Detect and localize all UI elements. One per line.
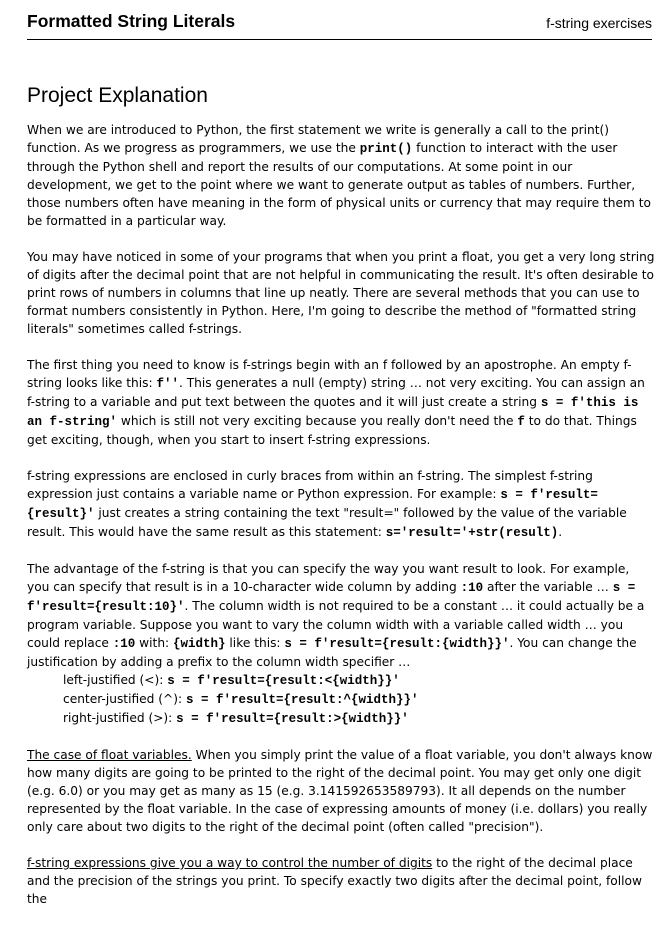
underlined-phrase: f-string expressions give you a way to control the number of digits [27, 856, 433, 870]
document-title: Formatted String Literals [27, 11, 236, 31]
paragraph-fstring-basics: The first thing you need to know is f-strings begin with an f followed by an apostrophe. An empty f-string looks like this: f''. This generates a null (empty) string … not very exciting. You can assign an f-string to a variable and put text between the quotes and it will just create a string s = f'this is an f-string' which is still not very exciting because you really don't need the f to do that. Things get exciting, though, when you start to insert f-string expressions. [27, 358, 645, 447]
inline-code: s = f'result={result:{width}}' [284, 637, 510, 651]
inline-code: f'' [156, 377, 179, 391]
justify-center-item: center-justified (^): s = f'result={result:^{width}}' [63, 692, 419, 707]
inline-code: print() [359, 142, 413, 156]
paragraph-precision: f-string expressions give you a way to control the number of digits to the right of the decimal place and the precision of the strings you print. To specify exactly two digits after the decimal point, follow the [27, 856, 642, 906]
justify-left-item: left-justified (<): s = f'result={result:<{width}}' [63, 673, 400, 688]
justification-list [27, 671, 655, 728]
paragraph-column-width: The advantage of the f-string is that you can specify the way you want result to look. For example, you can specify that result is in a 10-character wide column by adding :10 after the variable … s = f'result={result:10}'. The column width is not required to be a constant … it could actually be a program variable. Suppose you want to vary the column width with a variable called width … you could replace :10 with: {width} like this: s = f'result={result:{width}}'. You can change the justification by adding a prefix to the column width specifier … [27, 562, 645, 669]
document-subtitle: f-string exercises [546, 15, 652, 31]
inline-code: s='result='+str(result) [385, 526, 559, 540]
inline-code: :10 [460, 581, 484, 595]
inline-code: f [517, 415, 525, 429]
paragraph-fstring-expressions: f-string expressions are enclosed in curly braces from within an f-string. The simplest f-string expression just contains a variable name or Python expression. For example: s = f'result={result}' just creates a string containing the text "result=" followed by the value of the variable result. This would have the same result as this statement: s='result='+str(result). [27, 469, 627, 540]
justify-right-item: right-justified (>): s = f'result={result:>{width}}' [63, 711, 409, 726]
document-body [27, 121, 655, 926]
paragraph-floats-intro: You may have noticed in some of your programs that when you print a float, you get a very long string of digits after the decimal point that are not helpful in communicating the result. It's often desirable to print rows of numbers in columns that line up neatly. There are several methods that you can use to format numbers consistently in Python. Here, I'm going to describe the method of "formatted string literals" sometimes called f-strings. [27, 250, 655, 336]
inline-code: s = f'result={result}' [27, 488, 598, 521]
inline-code: {width} [173, 637, 226, 651]
inline-code: :10 [112, 637, 136, 651]
paragraph-float-variables: The case of float variables. When you simply print the value of a float variable, you don't always know how many digits are going to be printed to the right of the decimal point. You may get only one digit (e.g. 6.0) or you may get as many as 15 (e.g. 3.141592653589793). It all depends on the number represented by the float variable. In the case of expressing amounts of money (i.e. dollars) you really only care about two digits to the right of the decimal point (often called "precision"). [27, 748, 653, 834]
underlined-phrase: The case of float variables. [27, 748, 192, 762]
paragraph-intro: When we are introduced to Python, the first statement we write is generally a call to the print() function. As we progress as programmers, we use the print() function to interact with the user through the Python shell and report the results of our computations. At some point in our development, we get to the point where we want to generate output as tables of numbers. Further, those numbers often have meaning in the form of physical units or currency that may require them to be formatted in a particular way. [27, 123, 651, 228]
page-header [27, 10, 652, 40]
inline-code: s = f'result={result:10}' [27, 581, 636, 614]
inline-code: s = f'this is an f-string' [27, 396, 639, 429]
section-title: Project Explanation [27, 84, 208, 107]
